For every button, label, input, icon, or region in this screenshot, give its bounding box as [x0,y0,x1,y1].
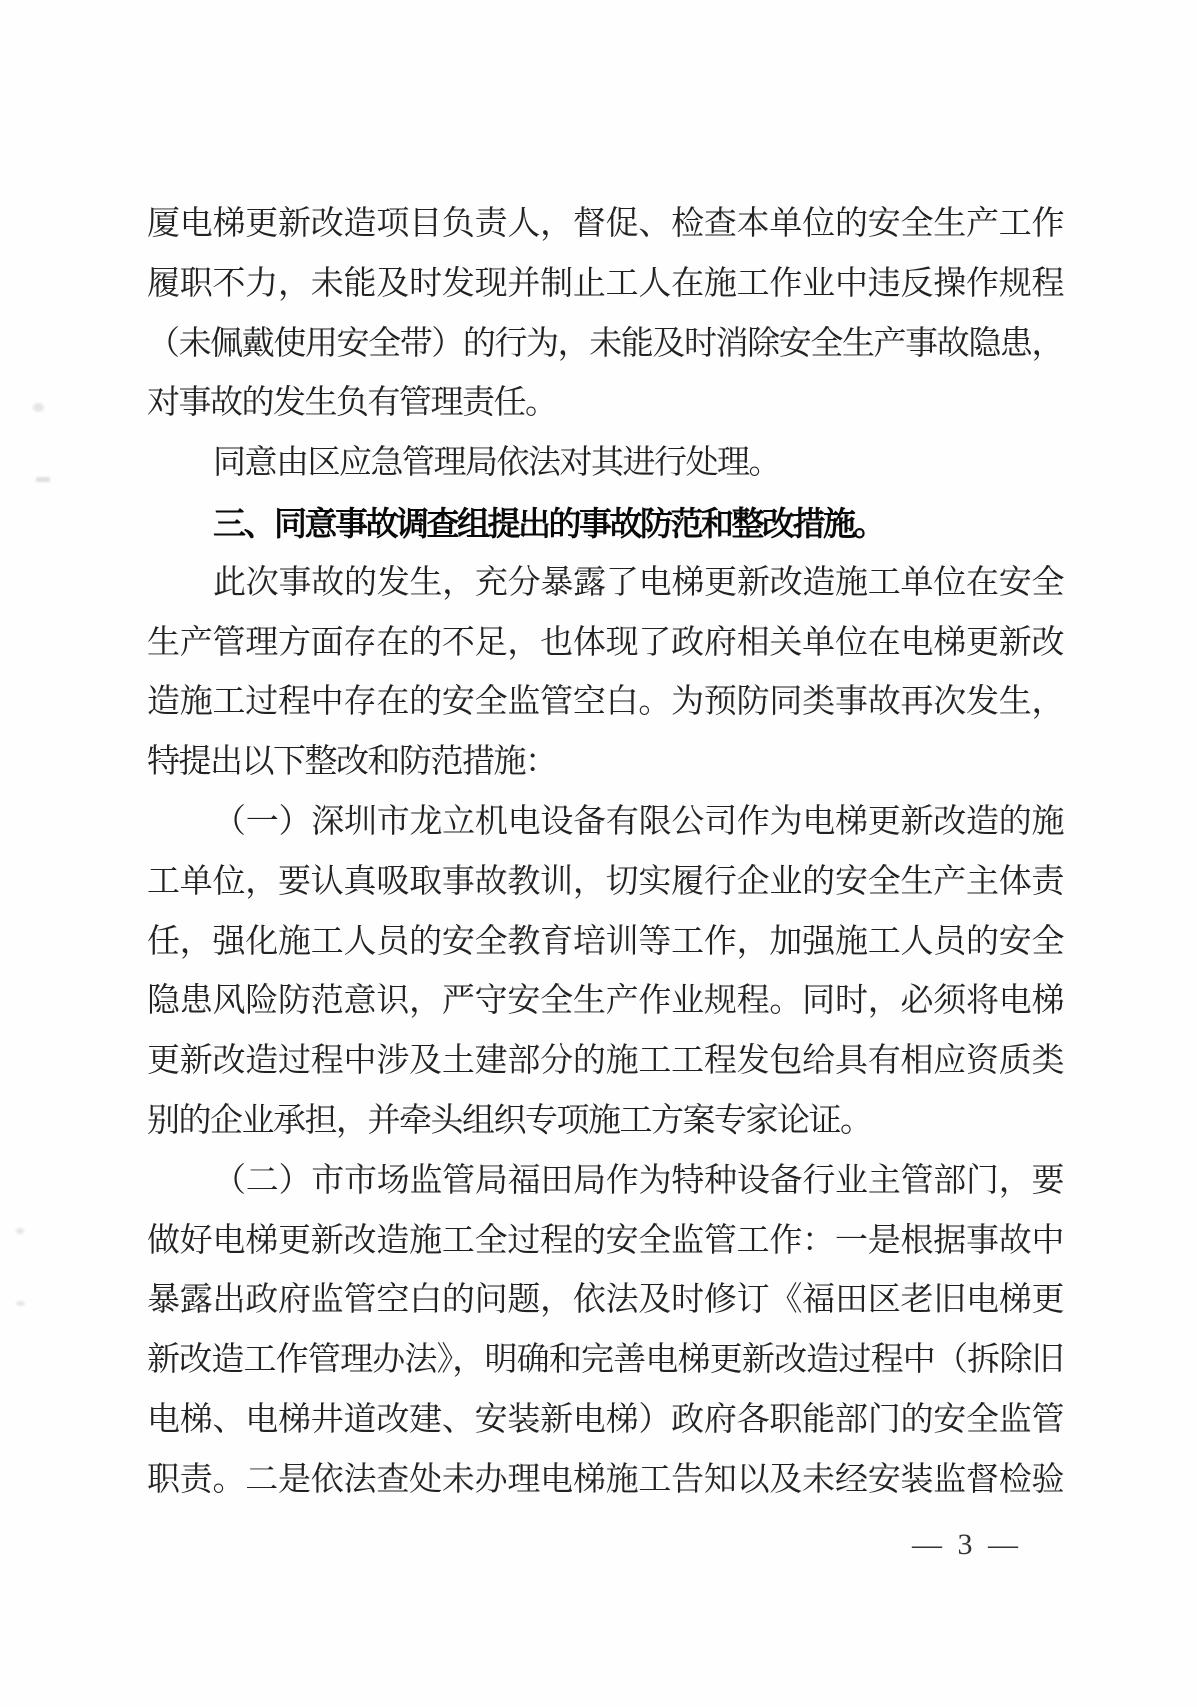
scan-artifact [16,1301,25,1306]
document-body [147,195,1063,1511]
text-line: 工单位，要认真吸取事故教训，切实履行企业的安全生产主体责 [147,863,1063,900]
text-line: 暴露出政府监管空白的问题，依法及时修订《福田区老旧电梯更 [147,1282,1063,1319]
text-line: 新改造工作管理办法》，明确和完善电梯更新改造过程中（拆除旧 [147,1342,1063,1379]
scan-artifact [36,477,50,482]
text-line: 做好电梯更新改造施工全过程的安全监管工作：一是根据事故中 [147,1222,1063,1259]
text-line: 同意由区应急管理局依法对其进行处理。 [213,445,780,482]
page-number: — 3 — [912,1528,1022,1561]
scan-artifact [16,1228,24,1234]
scan-artifact [33,403,44,412]
text-line: （一）深圳市龙立机电设备有限公司作为电梯更新改造的施 [213,803,1063,840]
section-heading: 三、同意事故调查组提出的事故防范和整改措施。 [213,504,884,542]
text-line: 厦电梯更新改造项目负责人，督促、检查本单位的安全生产工作 [147,206,1063,242]
text-line: 电梯、电梯井道改建、安装新电梯）政府各职能部门的安全监管 [147,1401,1063,1438]
text-line: （二）市市场监管局福田局作为特种设备行业主管部门，要 [213,1162,1063,1199]
text-line: 造施工过程中存在的安全监管空白。为预防同类事故再次发生， [147,684,1063,721]
text-line: 隐患风险防范意识，严守安全生产作业规程。同时，必须将电梯 [147,983,1063,1020]
text-line: 任，强化施工人员的安全教育培训等工作，加强施工人员的安全 [147,923,1063,960]
text-line: 别的企业承担，并牵头组织专项施工方案专家论证。 [147,1102,872,1139]
text-line: 此次事故的发生，充分暴露了电梯更新改造施工单位在安全 [213,564,1063,601]
text-line: 生产管理方面存在的不足，也体现了政府相关单位在电梯更新改 [147,624,1063,661]
text-line: 对事故的发生负有管理责任。 [147,385,557,422]
text-line: 履职不力，未能及时发现并制止工人在施工作业中违反操作规程 [147,265,1063,302]
text-line: 特提出以下整改和防范措施： [147,744,557,781]
text-line: 职责。二是依法查处未办理电梯施工告知以及未经安装监督检验 [147,1461,1063,1498]
text-line: （未佩戴使用安全带）的行为，未能及时消除安全生产事故隐患， [147,325,1063,362]
text-line: 更新改造过程中涉及土建部分的施工工程发包给具有相应资质类 [147,1043,1063,1080]
